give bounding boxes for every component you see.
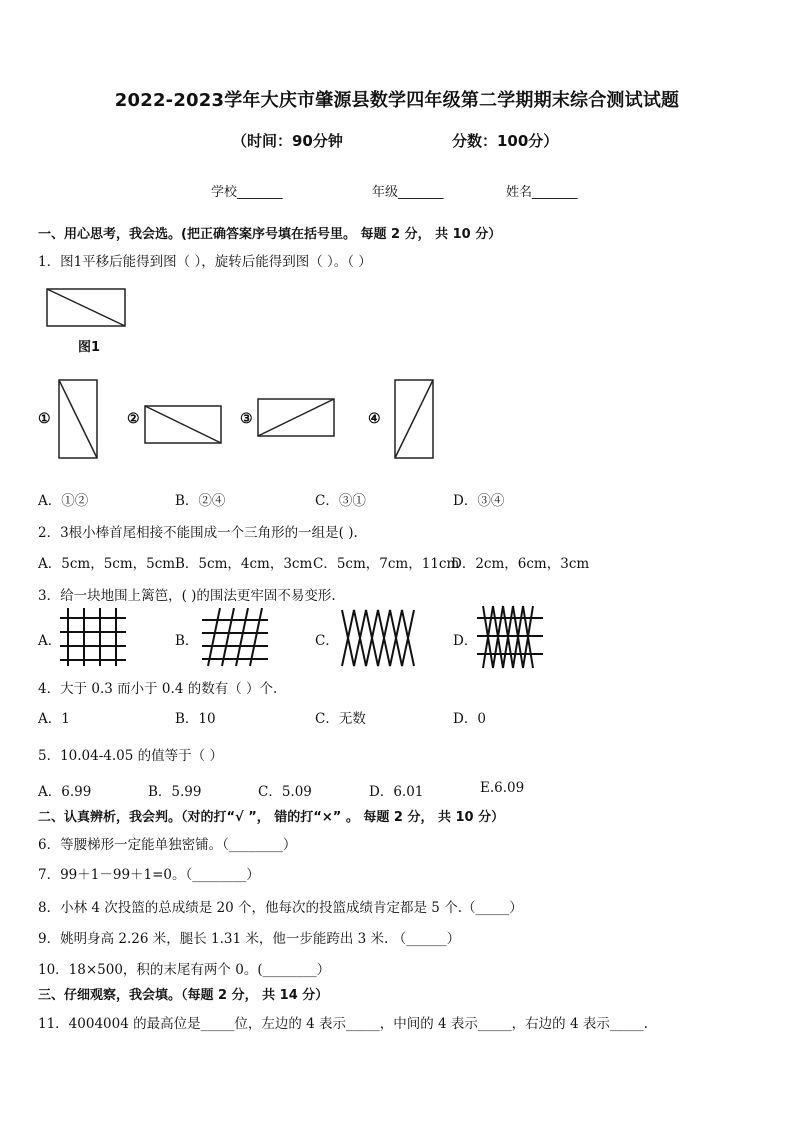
figure-marker-3: ③ (240, 411, 253, 427)
figure-option-2 (144, 405, 224, 447)
q1-option-b: B．②④ (175, 493, 226, 509)
figure-option-1 (58, 379, 100, 461)
q3-option-a: A． (38, 633, 62, 649)
page-title: 2022-2023学年大庆市肇源县数学四年级第二学期期末综合测试试题 (114, 90, 680, 111)
q3-option-b: B． (175, 633, 199, 649)
q3-option-d: D． (453, 633, 478, 649)
q4-option-d: D．0 (453, 711, 486, 727)
section3-heading: 三、仔细观察，我会填。（每题 2 分， 共 14 分） (38, 988, 329, 1003)
section1-heading: 一、用心思考，我会选。(把正确答案序号填在括号里。 每题 2 分， 共 10 分） (38, 227, 502, 242)
q5-option-b: B．5.99 (148, 784, 202, 800)
figure-marker-4: ④ (368, 411, 381, 427)
q5-option-d: D．6.01 (369, 784, 424, 800)
question-6: 6．等腰梯形一定能单独密铺。（________） (38, 837, 297, 853)
school-field: 学校_______ (211, 185, 283, 200)
q1-option-d: D．③④ (453, 493, 505, 509)
exam-time: （时间：90分钟 (232, 132, 343, 150)
q2-option-c: C．5cm，7cm，11cm (313, 556, 460, 572)
q4-option-c: C．无数 (315, 711, 366, 727)
section2-heading: 二、认真辨析，我会判。（对的打“√ ”， 错的打“×” 。 每题 2 分， 共 10 分） (38, 810, 505, 825)
question-8: 8．小林 4 次投篮的总成绩是 20 个，他每次的投篮成绩肯定都是 5 个.（_____） (38, 900, 523, 916)
question-3: 3．给一块地围上篱笆，( )的围法更牢固不易变形. (38, 588, 336, 604)
question-10: 10．18×500，积的末尾有两个 0。(________） (38, 962, 331, 978)
question-7: 7．99＋1－99＋1=0。（________） (38, 867, 260, 883)
question-1: 1．图1平移后能得到图（ ），旋转后能得到图（ ）。（ ） (38, 254, 372, 270)
figure-option-3 (257, 398, 337, 440)
figure-marker-1: ① (38, 411, 51, 427)
figure-option-4 (394, 379, 436, 461)
q3-option-c: C． (315, 633, 339, 649)
q1-option-c: C．③① (315, 493, 366, 509)
fence-diamond-lattice (475, 604, 545, 670)
q4-option-b: B．10 (175, 711, 216, 727)
question-11: 11．4004004 的最高位是_____位，左边的 4 表示_____，中间的 4 表示_____，右边的 4 表示_____. (38, 1016, 648, 1032)
q5-option-c: C．5.09 (258, 784, 312, 800)
grade-field: 年级_______ (372, 185, 444, 200)
fence-square-grid (60, 608, 128, 668)
q2-option-d: D．2cm，6cm，3cm (451, 556, 590, 572)
question-2: 2．3根小棒首尾相接不能围成一个三角形的一组是( ). (38, 525, 358, 541)
figure-1-rectangle (46, 288, 128, 330)
q4-option-a: A．1 (38, 711, 70, 727)
q2-option-b: B．5cm，4cm，3cm (175, 556, 313, 572)
question-9: 9．姚明身高 2.26 米，腿长 1.31 米，他一步能跨出 3 米. （______） (38, 931, 461, 947)
figure-marker-2: ② (127, 411, 140, 427)
question-4: 4．大于 0.3 而小于 0.4 的数有（ ）个. (38, 681, 278, 697)
name-field: 姓名_______ (506, 185, 578, 200)
fence-slanted-grid (200, 608, 270, 668)
fence-triangle-lattice (340, 608, 420, 668)
q2-option-a: A．5cm，5cm，5cm (38, 556, 176, 572)
exam-score: 分数：100分） (452, 132, 559, 150)
q5-option-a: A．6.99 (38, 784, 92, 800)
figure-1-label: 图1 (78, 340, 101, 355)
q1-option-a: A．①② (38, 493, 89, 509)
q5-option-e: E.6.09 (480, 780, 525, 796)
question-5: 5．10.04-4.05 的值等于（ ） (38, 748, 223, 764)
